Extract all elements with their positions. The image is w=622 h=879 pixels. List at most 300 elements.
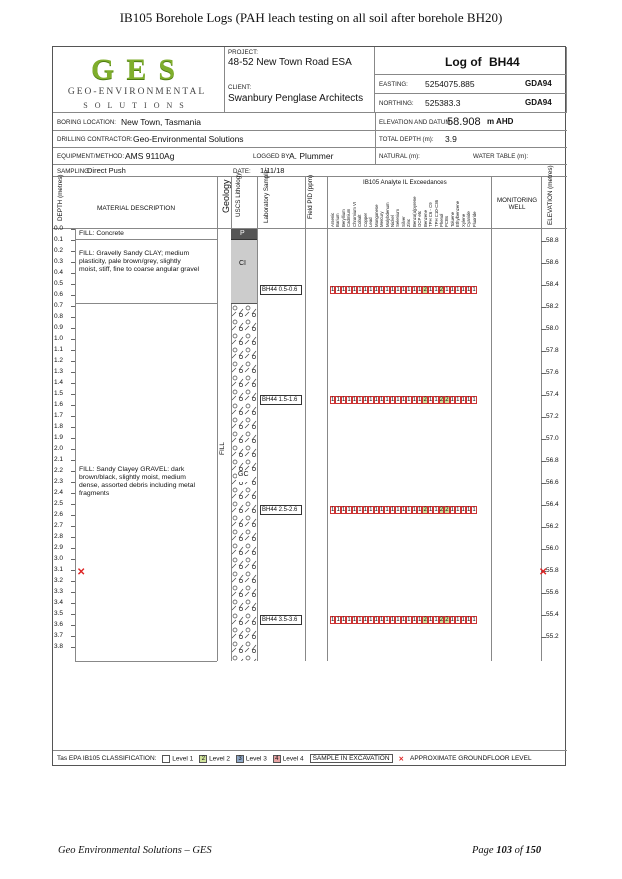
analyte-level-cell: 1 (450, 507, 455, 513)
analyte-level-cell: 1 (407, 507, 411, 513)
analyte-level-cell: 1 (331, 397, 335, 403)
page-prefix: Page (472, 845, 494, 856)
borehole-log-sheet (52, 46, 566, 766)
depth-tick (71, 273, 75, 274)
analyte-level-cell: 1 (363, 507, 368, 513)
elevation-tick (541, 417, 546, 418)
elevation-tick-label: 57.8 (546, 346, 559, 354)
analyte-level-cell: 1 (374, 397, 378, 403)
analyte-name: Mercury (379, 211, 385, 227)
uscs-clay (231, 240, 257, 304)
depth-header: DEPTH (metres) (57, 174, 64, 221)
analyte-level-cell: 1 (385, 507, 389, 513)
logged-by-value: A. Plummer (289, 151, 334, 161)
legend-level3 (236, 755, 267, 763)
analyte-level-cell: 1 (418, 287, 422, 293)
easting-datum: GDA94 (525, 79, 552, 88)
analyte-level-cell: 1 (358, 617, 362, 623)
analyte-level-cell: 2 (423, 617, 427, 623)
level3-box: 3 (236, 755, 244, 763)
elevation-tick (541, 505, 546, 506)
analyte-level-cell: 2 (423, 397, 427, 403)
depth-tick-label: 3.3 (54, 588, 64, 595)
northing-row (375, 94, 567, 113)
analyte-level-cell: 1 (401, 287, 406, 293)
analyte-level-cell: 1 (396, 287, 400, 293)
depth-tick (71, 504, 75, 505)
equipment-value: AMS 9110Ag (125, 151, 175, 161)
layer-clay (75, 240, 217, 304)
elevation-tick-label: 58.2 (546, 302, 559, 310)
elevation-tick-label: 57.6 (546, 368, 559, 376)
layer-concrete (75, 229, 217, 240)
depth-tick-label: 3.4 (54, 599, 64, 606)
analyte-level-cell: 1 (363, 287, 368, 293)
analyte-level-cell: 1 (396, 397, 400, 403)
depth-tick-label: 1.0 (54, 335, 64, 342)
depth-tick-label: 2.2 (54, 467, 64, 474)
depth-tick-label: 0.0 (54, 225, 64, 232)
analyte-exceedance-row (330, 396, 477, 404)
analyte-name: TPH C6 - C9 (428, 202, 434, 227)
monitoring-well-header: MONITORING WELL (497, 197, 538, 211)
analyte-level-cell: 1 (369, 507, 373, 513)
layer-description: FILL: Sandy Clayey GRAVEL: dark brown/black, slightly moist, medium dense, assorted debris including metal fragments (79, 466, 195, 497)
level1-label: Level 1 (172, 755, 194, 763)
analyte-level-cell: 1 (369, 287, 373, 293)
depth-tick-label: 0.6 (54, 291, 64, 298)
depth-tick-label: 0.5 (54, 280, 64, 287)
analyte-level-cell: 1 (407, 397, 411, 403)
depth-tick-label: 2.7 (54, 522, 64, 529)
depth-tick (71, 427, 75, 428)
analyte-level-cell: 1 (461, 287, 465, 293)
footer-company: Geo Environmental Solutions – GES (58, 845, 212, 856)
analyte-level-cell: 1 (352, 617, 357, 623)
depth-tick-label: 1.5 (54, 390, 64, 397)
analyte-level-cell: 2 (439, 617, 444, 623)
analyte-name: Toluene (449, 211, 455, 227)
analyte-level-cell: 1 (341, 397, 346, 403)
analyte-name: Selenium (395, 209, 401, 227)
project-value: 48-52 New Town Road ESA (228, 57, 352, 68)
elevation-tick-label: 55.4 (546, 610, 559, 618)
elevation-tick-label: 58.0 (546, 324, 559, 332)
analyte-level-cell: 1 (369, 617, 373, 623)
elevation-tick-label: 58.6 (546, 258, 559, 266)
logged-by-label: LOGGED BY: (253, 153, 291, 160)
uscs-gravel (231, 304, 257, 661)
lab-sample-id: BH44 3.5-3.6 (260, 615, 302, 625)
analyte-level-cell: 1 (352, 507, 357, 513)
groundfloor-icon: ✕ (398, 755, 404, 763)
analyte-level-cell: 1 (456, 617, 460, 623)
analyte-level-cell: 1 (374, 617, 378, 623)
depth-tick (71, 240, 75, 241)
client-label: CLIENT: (228, 84, 252, 91)
document-title: IB105 Borehole Logs (PAH leach testing on all soil after borehole BH20) (119, 10, 503, 25)
depth-tick-label: 1.6 (54, 401, 64, 408)
logo-line1: GEO-ENVIRONMENTAL (67, 87, 207, 97)
depth-tick-label: 0.2 (54, 247, 64, 254)
analyte-level-cell: 2 (445, 617, 449, 623)
depth-tick (71, 229, 75, 230)
depth-tick (71, 350, 75, 351)
analyte-level-cell: 2 (445, 507, 449, 513)
legend-sample: SAMPLE IN EXCAVATION (310, 754, 393, 763)
project-cell (225, 47, 375, 113)
depth-tick-label: 3.1 (54, 566, 64, 573)
depth-tick (71, 383, 75, 384)
analyte-name: TPH C10-C36 (433, 200, 439, 227)
depth-tick-label: 3.2 (54, 577, 64, 584)
total-depth-value: 3.9 (445, 134, 457, 144)
elevation-tick (541, 307, 546, 308)
analyte-level-cell: 1 (336, 397, 340, 403)
depth-tick-label: 3.5 (54, 610, 64, 617)
equipment-row (53, 148, 567, 165)
analyte-name: Cyanide (466, 211, 472, 227)
elevation-tick (541, 241, 546, 242)
footer-page (472, 845, 541, 856)
analyte-name: Benzo(a)pyrene (411, 196, 417, 227)
analyte-name: Copper (362, 212, 368, 227)
analyte-level-cell: 1 (434, 617, 438, 623)
depth-tick (71, 482, 75, 483)
depth-tick (71, 405, 75, 406)
analyte-level-cell: 1 (396, 507, 400, 513)
analyte-level-cell: 1 (450, 287, 455, 293)
elevation-tick-label: 56.2 (546, 522, 559, 530)
analyte-level-cell: 1 (461, 507, 465, 513)
elevation-tick-label: 56.8 (546, 456, 559, 464)
depth-tick-label: 3.6 (54, 621, 64, 628)
easting-label: EASTING: (379, 81, 408, 88)
analyte-level-cell: 1 (412, 507, 416, 513)
analyte-name: Xylene (460, 213, 466, 227)
depth-tick-label: 1.2 (54, 357, 64, 364)
analyte-name: Benzene (422, 210, 428, 227)
logo-mark: GES (91, 53, 188, 86)
analyte-level-cell: 1 (466, 507, 471, 513)
depth-tick (71, 515, 75, 516)
analyte-level-cell: 1 (352, 397, 357, 403)
page-number: 103 (496, 845, 512, 856)
water-table-label: WATER TABLE (m): (473, 153, 529, 160)
depth-tick-label: 1.9 (54, 434, 64, 441)
analyte-level-cell: 2 (439, 287, 444, 293)
elevation-tick (541, 593, 546, 594)
depth-tick-label: 0.1 (54, 236, 64, 243)
analyte-level-cell: 1 (401, 617, 406, 623)
page-total: 150 (525, 845, 542, 856)
elevation-tick (541, 615, 546, 616)
level1-box (162, 755, 170, 763)
analyte-level-cell: 1 (472, 287, 476, 293)
field-pid-header: Field PID (ppm) (307, 174, 314, 219)
analyte-level-cell: 1 (434, 287, 438, 293)
analyte-level-cell: 1 (466, 287, 471, 293)
depth-tick (71, 295, 75, 296)
natural-label: NATURAL (m): (379, 153, 420, 160)
analyte-level-cell: 2 (439, 507, 444, 513)
analyte-level-cell: 1 (456, 507, 460, 513)
depth-tick-label: 3.7 (54, 632, 64, 639)
analyte-name: Cobalt (357, 214, 363, 227)
log-of-label: Log of (445, 55, 482, 69)
date-value: 1/11/18 (260, 166, 285, 175)
company-logo (53, 47, 225, 113)
analyte-name: Manganese (373, 204, 379, 227)
depth-tick-label: 0.8 (54, 313, 64, 320)
uscs-code: GC (238, 471, 249, 478)
layer-description: FILL: Concrete (79, 230, 124, 237)
depth-tick-label: 2.4 (54, 489, 64, 496)
uscs-concrete (231, 229, 257, 240)
depth-tick (71, 603, 75, 604)
analyte-level-cell: 1 (385, 287, 389, 293)
analyte-level-cell: 1 (331, 617, 335, 623)
location-row (53, 113, 567, 131)
depth-tick (71, 625, 75, 626)
northing-value: 525383.3 (425, 98, 461, 108)
analyte-level-cell: 1 (434, 507, 438, 513)
uscs-code: P (240, 230, 245, 237)
analyte-exceedance-row (330, 286, 477, 294)
elevation-tick (541, 483, 546, 484)
depth-tick-label: 3.0 (54, 555, 64, 562)
analyte-level-cell: 1 (428, 397, 433, 403)
analyte-name: Silver (400, 216, 406, 227)
elevation-tick-label: 58.8 (546, 236, 559, 244)
depth-tick (71, 284, 75, 285)
analyte-level-cell: 2 (423, 507, 427, 513)
analyte-level-cell: 1 (401, 507, 406, 513)
analyte-level-cell: 1 (407, 287, 411, 293)
layer-description: FILL: Gravelly Sandy CLAY; medium plasticity, pale brown/grey, slightly moist, stiff, fine to coarse angular gravel (79, 250, 200, 273)
analyte-level-cell: 1 (358, 397, 362, 403)
depth-tick-label: 2.6 (54, 511, 64, 518)
analyte-level-cell: 1 (418, 507, 422, 513)
depth-tick-label: 1.7 (54, 412, 64, 419)
level3-label: Level 3 (245, 755, 267, 763)
elevation-tick (541, 461, 546, 462)
analyte-level-cell: 1 (347, 617, 351, 623)
analyte-level-cell: 1 (358, 287, 362, 293)
elevation-tick-label: 58.4 (546, 280, 559, 288)
analyte-level-cell: 1 (456, 287, 460, 293)
depth-tick (71, 592, 75, 593)
sampling-label: SAMPLING: (57, 168, 91, 175)
analyte-level-cell: 1 (401, 397, 406, 403)
depth-tick (71, 471, 75, 472)
analyte-name: OCP etc (417, 210, 423, 227)
analyte-exceedance-row (330, 506, 477, 514)
depth-tick (71, 328, 75, 329)
analyte-level-cell: 1 (379, 507, 384, 513)
elevation-tick-label: 56.6 (546, 478, 559, 486)
analyte-name: Beryllium (340, 209, 346, 227)
depth-tick-label: 2.5 (54, 500, 64, 507)
analyte-level-cell: 1 (456, 397, 460, 403)
analyte-level-cell: 1 (347, 397, 351, 403)
level4-label: Level 4 (282, 755, 304, 763)
analyte-level-cell: 1 (363, 617, 368, 623)
analyte-level-cell: 1 (347, 287, 351, 293)
depth-tick-label: 2.8 (54, 533, 64, 540)
depth-tick (71, 251, 75, 252)
depth-tick-label: 0.4 (54, 269, 64, 276)
depth-tick (71, 438, 75, 439)
elevation-tick-label: 55.8 (546, 566, 559, 574)
depth-tick (71, 647, 75, 648)
analyte-level-cell: 1 (407, 617, 411, 623)
analyte-name: Chromium VI (351, 201, 357, 227)
depth-tick (71, 317, 75, 318)
analyte-level-cell: 1 (450, 397, 455, 403)
depth-tick-label: 0.3 (54, 258, 64, 265)
depth-tick (71, 262, 75, 263)
level2-box: 2 (199, 755, 207, 763)
elevation-tick-label: 56.0 (546, 544, 559, 552)
log-id: BH44 (489, 55, 520, 69)
groundfloor-marker-right: ✕ (539, 567, 548, 578)
analyte-level-cell: 1 (390, 287, 395, 293)
analyte-level-cell: 1 (461, 617, 465, 623)
elevation-value: 58.908 (447, 116, 481, 128)
analyte-level-cell: 1 (396, 617, 400, 623)
analyte-level-cell: 1 (379, 287, 384, 293)
depth-tick (71, 460, 75, 461)
depth-tick (71, 537, 75, 538)
depth-tick (71, 570, 75, 571)
elevation-tick (541, 527, 546, 528)
analyte-level-cell: 1 (352, 287, 357, 293)
analyte-level-cell: 1 (369, 397, 373, 403)
analyte-level-cell: 1 (472, 617, 476, 623)
analyte-level-cell: 1 (418, 617, 422, 623)
elevation-tick (541, 263, 546, 264)
analyte-level-cell: 1 (428, 617, 433, 623)
analyte-level-cell: 1 (445, 287, 449, 293)
analyte-level-cell: 1 (412, 617, 416, 623)
legend-title: Tas EPA IB105 CLASSIFICATION: (57, 755, 157, 762)
elevation-tick (541, 351, 546, 352)
elevation-tick (541, 329, 546, 330)
analyte-level-cell: 1 (331, 507, 335, 513)
contractor-row (53, 131, 567, 148)
analyte-level-cell: 1 (461, 397, 465, 403)
log-title-cell (375, 47, 567, 75)
elevation-tick-label: 57.2 (546, 412, 559, 420)
lab-sample-id: BH44 1.5-1.6 (260, 395, 302, 405)
depth-tick (71, 581, 75, 582)
analyte-level-cell: 2 (445, 397, 449, 403)
sampling-value: Direct Push (87, 166, 126, 175)
legend-level2 (199, 755, 230, 763)
depth-tick (71, 493, 75, 494)
analyte-level-cell: 1 (385, 397, 389, 403)
analyte-level-cell: 1 (336, 287, 340, 293)
drilling-contractor-value: Geo-Environmental Solutions (133, 134, 244, 144)
elevation-tick-label: 56.4 (546, 500, 559, 508)
elevation-unit: m AHD (487, 117, 514, 126)
elevation-tick (541, 439, 546, 440)
analyte-level-cell: 1 (412, 397, 416, 403)
material-header: MATERIAL DESCRIPTION (97, 205, 176, 212)
northing-datum: GDA94 (525, 98, 552, 107)
elevation-header: ELEVATION (metres) (547, 165, 554, 225)
elevation-tick-label: 57.0 (546, 434, 559, 442)
total-depth-label: TOTAL DEPTH (m): (379, 136, 434, 143)
analyte-level-cell: 1 (363, 397, 368, 403)
easting-value: 5254075.885 (425, 79, 475, 89)
uscs-code: CI (239, 260, 246, 267)
analyte-level-cell: 1 (418, 397, 422, 403)
depth-tick (71, 394, 75, 395)
gravel-pattern (231, 304, 257, 661)
analyte-level-cell: 2 (439, 397, 444, 403)
drilling-contractor-label: DRILLING CONTRACTOR: (57, 136, 133, 143)
elevation-tick (541, 549, 546, 550)
analyte-name: Nickel (389, 215, 395, 227)
elevation-tick-label: 55.2 (546, 632, 559, 640)
analyte-level-cell: 1 (390, 507, 395, 513)
analyte-level-cell: 1 (385, 617, 389, 623)
legend-groundfloor: APPROXIMATE GROUNDFLOOR LEVEL (409, 755, 532, 762)
analyte-level-cell: 1 (374, 507, 378, 513)
analyte-exceedance-row (330, 616, 477, 624)
analyte-level-cell: 1 (347, 507, 351, 513)
depth-tick (71, 636, 75, 637)
analyte-level-cell: 1 (379, 617, 384, 623)
depth-tick-label: 0.7 (54, 302, 64, 309)
elevation-label: ELEVATION AND DATUM: (379, 119, 453, 126)
analyte-name: Cadmium (346, 208, 352, 227)
depth-tick (71, 614, 75, 615)
depth-tick (71, 559, 75, 560)
analyte-level-cell: 1 (472, 397, 476, 403)
analyte-level-cell: 1 (390, 397, 395, 403)
analyte-level-cell: 1 (341, 287, 346, 293)
analyte-name: Zinc (406, 218, 412, 227)
analyte-level-cell: 1 (472, 507, 476, 513)
depth-tick-label: 2.0 (54, 445, 64, 452)
depth-tick (71, 526, 75, 527)
analyte-name: Ethylbenzene (455, 200, 461, 227)
legend-level1 (162, 755, 193, 763)
analyte-name: Fluoride (471, 211, 477, 227)
analyte-level-cell: 1 (450, 617, 455, 623)
uscs-header: USCS Lithology (235, 172, 242, 217)
analyte-level-cell: 1 (358, 507, 362, 513)
depth-tick (71, 306, 75, 307)
depth-tick-label: 1.1 (54, 346, 64, 353)
depth-tick-label: 1.8 (54, 423, 64, 430)
analyte-name: Molybdenum (384, 202, 390, 227)
analyte-level-cell: 1 (390, 617, 395, 623)
analyte-level-cell: 2 (423, 287, 427, 293)
analyte-level-cell: 1 (379, 397, 384, 403)
layer-gravel (75, 304, 217, 661)
elevation-tick (541, 373, 546, 374)
analyte-level-cell: 1 (336, 617, 340, 623)
depth-tick (71, 372, 75, 373)
analyte-level-cell: 1 (341, 507, 346, 513)
analyte-name: Arsenic (330, 212, 335, 227)
elevation-tick-label: 55.6 (546, 588, 559, 596)
depth-tick-label: 0.9 (54, 324, 64, 331)
